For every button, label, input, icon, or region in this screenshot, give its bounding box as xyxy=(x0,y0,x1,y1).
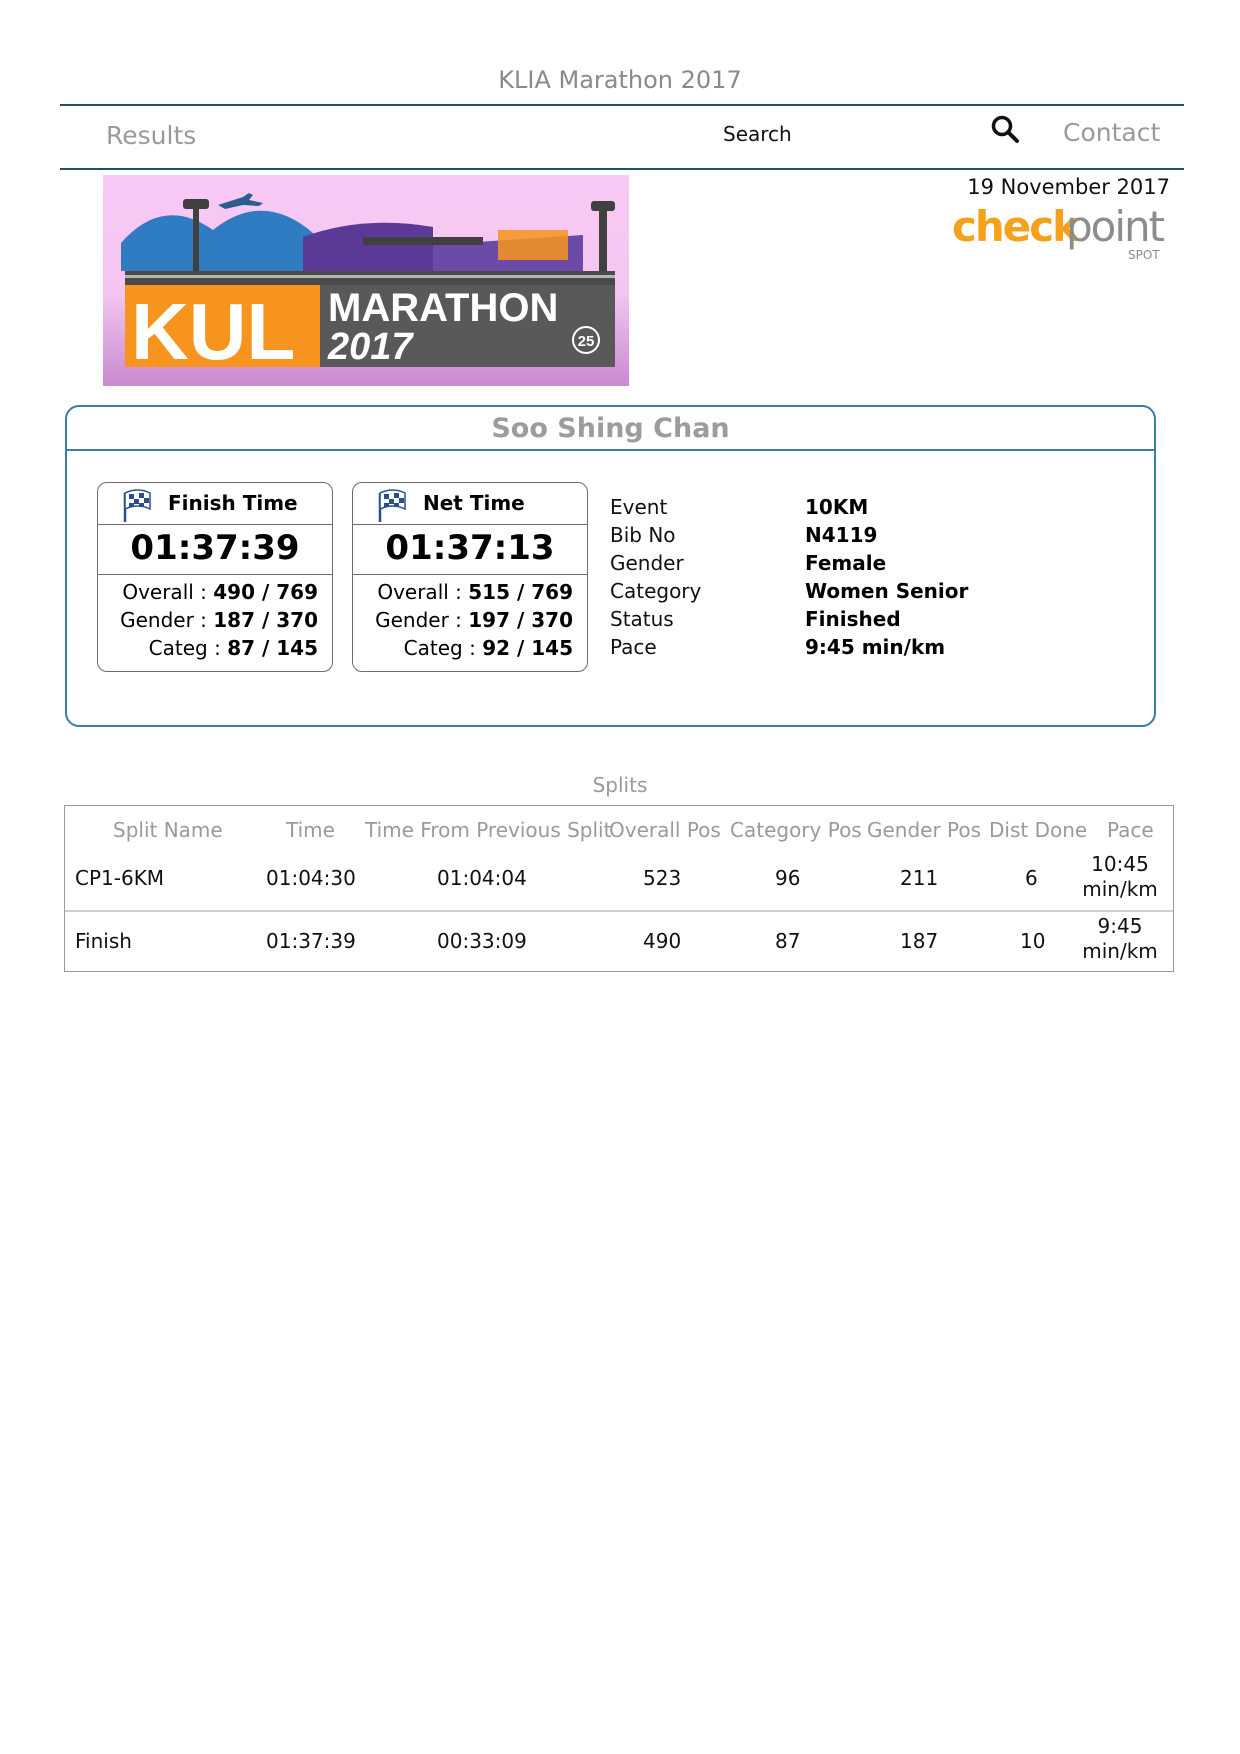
svg-text:point: point xyxy=(1066,203,1164,251)
splits-header-from-prev: Time From Previous Split xyxy=(365,818,612,842)
category-rank-value: 92 / 145 xyxy=(482,636,573,660)
splits-header-overall: Overall Pos xyxy=(609,818,721,842)
split-row-1-gender: 211 xyxy=(900,866,939,890)
split-row-2-from-prev: 00:33:09 xyxy=(437,929,527,953)
net-time-value-area xyxy=(353,525,587,575)
header-bottom-rule xyxy=(60,168,1184,170)
detail-label-category: Category xyxy=(610,579,702,603)
split-row-1-from-prev: 01:04:04 xyxy=(437,866,527,890)
category-rank-value: 87 / 145 xyxy=(227,636,318,660)
category-rank-label: Categ : xyxy=(148,636,221,660)
runner-result-card xyxy=(65,405,1156,727)
net-overall-rank xyxy=(377,580,573,604)
svg-text:KUL: KUL xyxy=(131,287,296,376)
detail-value-pace: 9:45 min/km xyxy=(805,635,946,659)
finish-time-header xyxy=(98,483,332,525)
net-time-header xyxy=(353,483,587,525)
gender-rank-label: Gender : xyxy=(120,608,207,632)
split-row-1-dist: 6 xyxy=(1025,866,1038,890)
split-row-1-pace-unit: min/km xyxy=(1082,877,1158,901)
split-row-1-overall: 523 xyxy=(643,866,682,890)
splits-header-time: Time xyxy=(286,818,335,842)
finish-time-value-area xyxy=(98,525,332,575)
split-row-2-pace-unit: min/km xyxy=(1082,939,1158,963)
split-row-1-pace-value: 10:45 xyxy=(1091,852,1149,876)
finish-time-box xyxy=(97,482,333,672)
gender-rank-value: 187 / 370 xyxy=(213,608,318,632)
site-title: KLIA Marathon 2017 xyxy=(498,66,742,94)
detail-value-gender: Female xyxy=(805,551,887,575)
splits-header-gender: Gender Pos xyxy=(867,818,982,842)
overall-rank-label: Overall : xyxy=(122,580,207,604)
split-row-1-name: CP1-6KM xyxy=(75,866,165,890)
nav-results-link[interactable]: Results xyxy=(106,121,197,150)
nav-search-link[interactable]: Search xyxy=(723,122,792,146)
splits-row-separator xyxy=(65,910,1173,912)
split-row-2-name: Finish xyxy=(75,929,132,953)
svg-text:SPOT: SPOT xyxy=(1128,248,1160,262)
finish-time-value: 01:37:39 xyxy=(130,528,300,568)
detail-label-pace: Pace xyxy=(610,635,657,659)
finish-time-title: Finish Time xyxy=(168,491,298,515)
split-row-2-overall: 490 xyxy=(643,929,682,953)
net-time-value: 01:37:13 xyxy=(385,528,555,568)
svg-text:check: check xyxy=(952,203,1079,251)
splits-header-category: Category Pos xyxy=(730,818,862,842)
finish-gender-rank xyxy=(120,608,318,632)
category-rank-label: Categ : xyxy=(403,636,476,660)
split-row-2-gender: 187 xyxy=(900,929,939,953)
event-date: 19 November 2017 xyxy=(967,175,1170,199)
split-row-2-time: 01:37:39 xyxy=(266,929,356,953)
event-banner xyxy=(103,175,629,386)
detail-label-bib: Bib No xyxy=(610,523,676,547)
splits-header-name: Split Name xyxy=(113,818,223,842)
detail-value-status: Finished xyxy=(805,607,901,631)
splits-table xyxy=(64,805,1174,972)
svg-text:MARATHON: MARATHON xyxy=(328,286,559,330)
gender-rank-label: Gender : xyxy=(375,608,462,632)
runner-name: Soo Shing Chan xyxy=(491,413,730,444)
finish-overall-rank xyxy=(122,580,318,604)
overall-rank-value: 515 / 769 xyxy=(468,580,573,604)
split-row-2-pace xyxy=(1065,914,1175,964)
splits-title: Splits xyxy=(592,773,648,797)
runner-card-header xyxy=(67,407,1154,451)
detail-value-event: 10KM xyxy=(805,495,869,519)
splits-header-dist: Dist Done xyxy=(989,818,1088,842)
overall-rank-label: Overall : xyxy=(377,580,462,604)
detail-label-gender: Gender xyxy=(610,551,684,575)
split-row-2-category: 87 xyxy=(775,929,801,953)
svg-text:2017: 2017 xyxy=(328,326,413,368)
checkered-flag-icon xyxy=(120,487,152,523)
checkpoint-logo xyxy=(950,203,1175,263)
detail-value-category: Women Senior xyxy=(805,579,969,603)
svg-text:25: 25 xyxy=(577,333,595,350)
nav-contact-link[interactable]: Contact xyxy=(1063,118,1161,147)
finish-category-rank xyxy=(149,636,318,660)
split-row-1-category: 96 xyxy=(775,866,801,890)
header-top-rule xyxy=(60,104,1184,106)
split-row-1-pace xyxy=(1065,852,1175,902)
net-time-box xyxy=(352,482,588,672)
net-category-rank xyxy=(404,636,573,660)
split-row-2-pace-value: 9:45 xyxy=(1097,914,1143,938)
gender-rank-value: 197 / 370 xyxy=(468,608,573,632)
detail-label-status: Status xyxy=(610,607,674,631)
overall-rank-value: 490 / 769 xyxy=(213,580,318,604)
detail-value-bib: N4119 xyxy=(805,523,878,547)
detail-label-event: Event xyxy=(610,495,668,519)
split-row-2-dist: 10 xyxy=(1020,929,1046,953)
checkered-flag-icon xyxy=(375,487,407,523)
net-time-title: Net Time xyxy=(423,491,525,515)
split-row-1-time: 01:04:30 xyxy=(266,866,356,890)
net-gender-rank xyxy=(375,608,573,632)
splits-header-pace: Pace xyxy=(1107,818,1154,842)
search-icon[interactable] xyxy=(990,114,1020,144)
